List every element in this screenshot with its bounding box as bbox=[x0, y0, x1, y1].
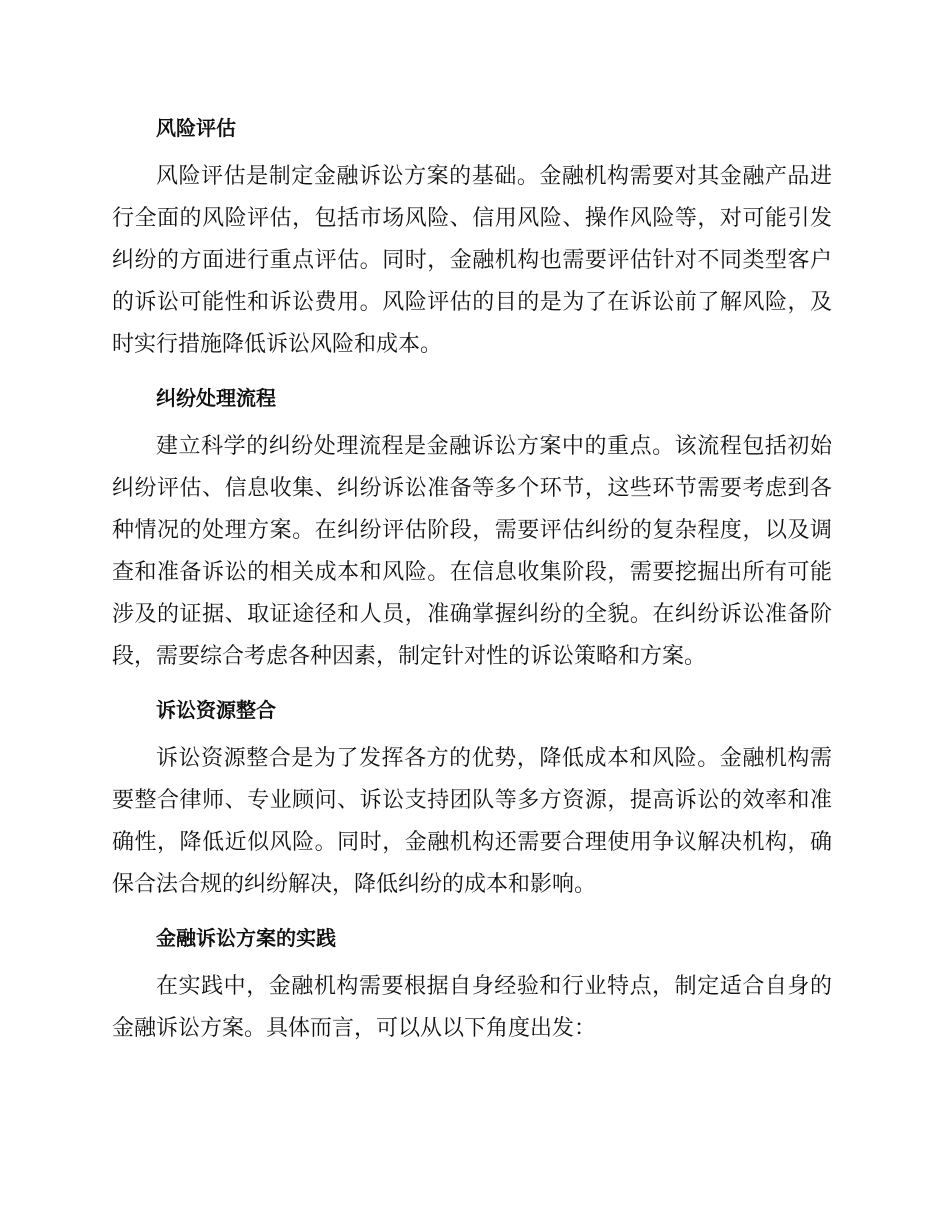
section-body-dispute-process: 建立科学的纠纷处理流程是金融诉讼方案中的重点。该流程包括初始纠纷评估、信息收集、纠纷诉讼准备等多个环节，这些环节需要考虑到各种情况的处理方案。在纠纷评估阶段，需要评估纠纷的复杂程度，以及调查和准备诉讼的相关成本和风险。在信息收集阶段，需要挖掘出所有可能涉及的证据、取证途径和人员，准确掌握纠纷的全貌。在纠纷诉讼准备阶段，需要综合考虑各种因素，制定针对性的诉讼策略和方案。 bbox=[112, 434, 832, 669]
section-heading-resource-integration: 诉讼资源整合 bbox=[156, 698, 276, 722]
section-heading-risk-assessment: 风险评估 bbox=[156, 116, 236, 140]
section-heading-practice: 金融诉讼方案的实践 bbox=[156, 926, 336, 950]
section-body-risk-assessment: 风险评估是制定金融诉讼方案的基础。金融机构需要对其金融产品进行全面的风险评估，包括市场风险、信用风险、操作风险等，对可能引发纠纷的方面进行重点评估。同时，金融机构也需要评估针对不同类型客户的诉讼可能性和诉讼费用。风险评估的目的是为了在诉讼前了解风险，及时实行措施降低诉讼风险和成本。 bbox=[112, 164, 832, 357]
section-body-resource-integration: 诉讼资源整合是为了发挥各方的优势，降低成本和风险。金融机构需要整合律师、专业顾问、诉讼支持团队等多方资源，提高诉讼的效率和准确性，降低近似风险。同时，金融机构还需要合理使用争议解决机构，确保合法合规的纠纷解决，降低纠纷的成本和影响。 bbox=[112, 746, 832, 897]
section-body-practice: 在实践中，金融机构需要根据自身经验和行业特点，制定适合自身的金融诉讼方案。具体而言，可以从以下角度出发： bbox=[112, 974, 832, 1041]
section-heading-dispute-process: 纠纷处理流程 bbox=[156, 386, 276, 410]
document-content bbox=[112, 108, 832, 1062]
